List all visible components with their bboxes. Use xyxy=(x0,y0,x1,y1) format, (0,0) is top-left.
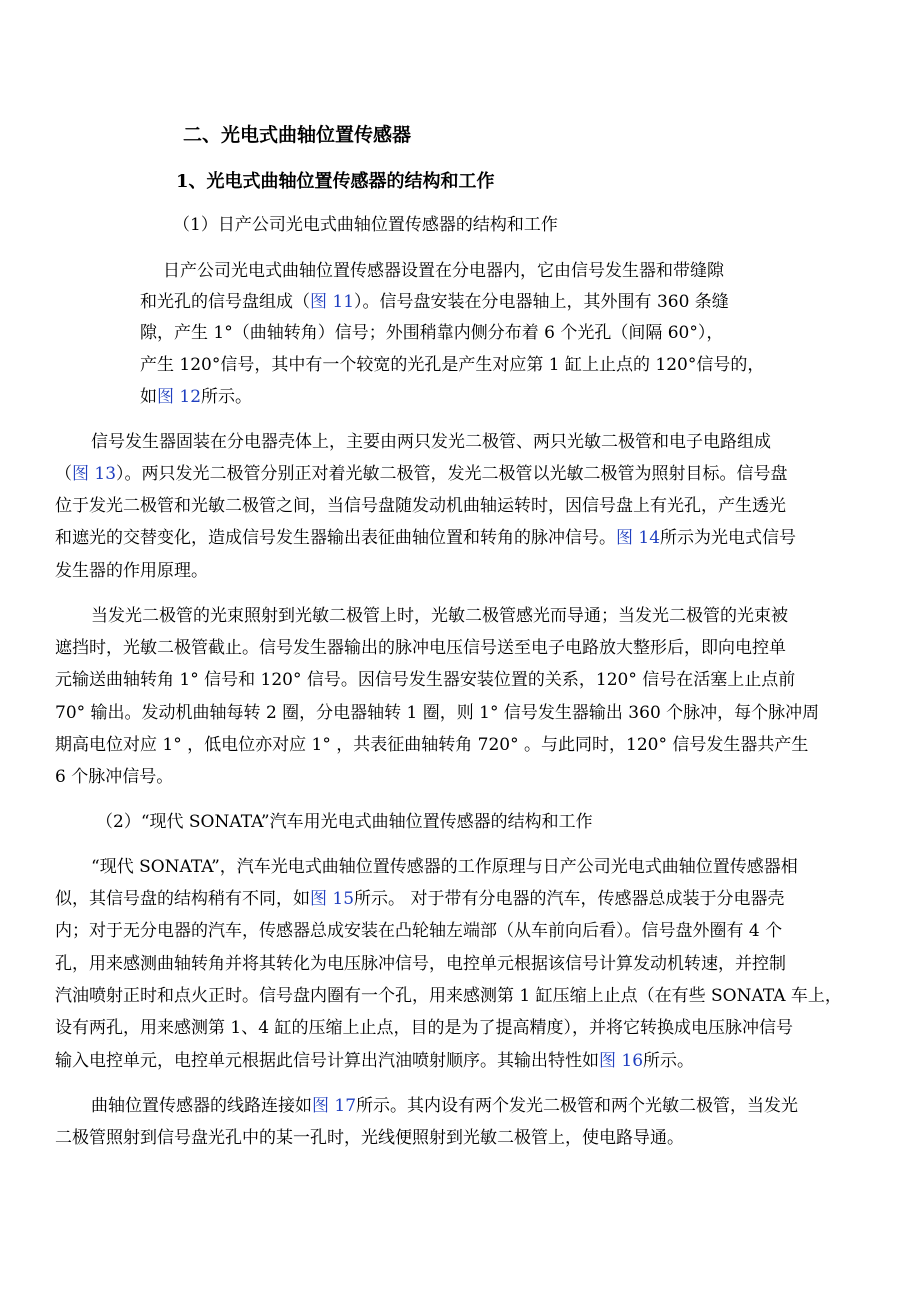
text-line: “现代 SONATA”，汽车光电式曲轴位置传感器的工作原理与日产公司光电式曲轴位置传感器相 xyxy=(91,857,798,877)
text-line: 设有两孔，用来感测第 1、4 缸的压缩上止点，目的是为了提高精度），并将它转换成电压脉冲信号 xyxy=(55,1018,793,1038)
text-line: 隙，产生 1°（曲轴转角）信号；外围稍靠内侧分布着 6 个光孔（间隔 60°）， xyxy=(140,323,724,343)
text-line: （图 13）。两只发光二极管分别正对着光敏二极管，发光二极管以光敏二极管为照射目标。信号盘 xyxy=(55,464,788,484)
text-line: 和光孔的信号盘组成（图 11）。信号盘安装在分电器轴上，其外围有 360 条缝 xyxy=(140,292,729,312)
text-line: 曲轴位置传感器的线路连接如图 17所示。其内设有两个发光二极管和两个光敏二极管，当发光 xyxy=(91,1096,799,1116)
text-line: 发生器的作用原理。 xyxy=(55,561,208,581)
text-line: 日产公司光电式曲轴位置传感器设置在分电器内，它由信号发生器和带缝隙 xyxy=(163,261,724,281)
text-line: 信号发生器固装在分电器壳体上，主要由两只发光二极管、两只光敏二极管和电子电路组成 xyxy=(91,432,771,452)
text-line: 遮挡时，光敏二极管截止。信号发生器输出的脉冲电压信号送至电子电路放大整形后，即向电控单 xyxy=(55,638,786,658)
figure-link[interactable]: 图 15 xyxy=(310,889,355,909)
text-line: 二极管照射到信号盘光孔中的某一孔时，光线便照射到光敏二极管上，使电路导通。 xyxy=(55,1128,684,1148)
figure-link[interactable]: 图 16 xyxy=(599,1051,644,1071)
text-line: 输入电控单元，电控单元根据此信号计算出汽油喷射顺序。其输出特性如图 16所示。 xyxy=(55,1051,695,1071)
text-line: 元输送曲轴转角 1° 信号和 120° 信号。因信号发生器安装位置的关系，120° 信号在活塞上止点前 xyxy=(55,670,796,690)
figure-link[interactable]: 图 12 xyxy=(157,387,202,407)
text-line: 期高电位对应 1° ，低电位亦对应 1° ，共表征曲轴转角 720° 。与此同时，120° 信号发生器共产生 xyxy=(55,735,809,755)
section1-title: （1）日产公司光电式曲轴位置传感器的结构和工作 xyxy=(173,215,558,235)
text-line: 和遮光的交替变化，造成信号发生器输出表征曲轴位置和转角的脉冲信号。图 14所示为光电式信号 xyxy=(55,528,797,548)
text-line: 似，其信号盘的结构稍有不同，如图 15所示。 对于带有分电器的汽车，传感器总成装于分电器壳 xyxy=(55,889,785,909)
text-line: 产生 120°信号，其中有一个较宽的光孔是产生对应第 1 缸上止点的 120°信号的， xyxy=(140,355,765,375)
figure-link[interactable]: 图 11 xyxy=(310,292,355,312)
figure-link[interactable]: 图 14 xyxy=(616,528,661,548)
text-line: 70° 输出。发动机曲轴每转 2 圈，分电器轴转 1 圈，则 1° 信号发生器输出 360 个脉冲，每个脉冲周 xyxy=(55,703,820,723)
text-line: 6 个脉冲信号。 xyxy=(55,767,174,787)
figure-link[interactable]: 图 13 xyxy=(72,464,117,484)
text-line: 位于发光二极管和光敏二极管之间，当信号盘随发动机曲轴运转时，因信号盘上有光孔，产生透光 xyxy=(55,496,786,516)
text-line: 如图 12所示。 xyxy=(140,387,253,407)
text-line: 汽油喷射正时和点火正时。信号盘内圈有一个孔，用来感测第 1 缸压缩上止点（在有些 SONATA 车上， xyxy=(55,986,842,1006)
section2-title: （2）“现代 SONATA”汽车用光电式曲轴位置传感器的结构和工作 xyxy=(96,812,593,832)
subsection-heading: 1、光电式曲轴位置传感器的结构和工作 xyxy=(176,171,495,192)
figure-link[interactable]: 图 17 xyxy=(312,1096,357,1116)
text-line: 当发光二极管的光束照射到光敏二极管上时，光敏二极管感光而导通；当发光二极管的光束被 xyxy=(91,606,788,626)
text-line: 内；对于无分电器的汽车，传感器总成安装在凸轮轴左端部（从车前向后看）。信号盘外圈有 4 个 xyxy=(55,921,783,941)
section-heading: 二、光电式曲轴位置传感器 xyxy=(183,124,412,146)
text-line: 孔，用来感测曲轴转角并将其转化为电压脉冲信号，电控单元根据该信号计算发动机转速，并控制 xyxy=(55,954,786,974)
